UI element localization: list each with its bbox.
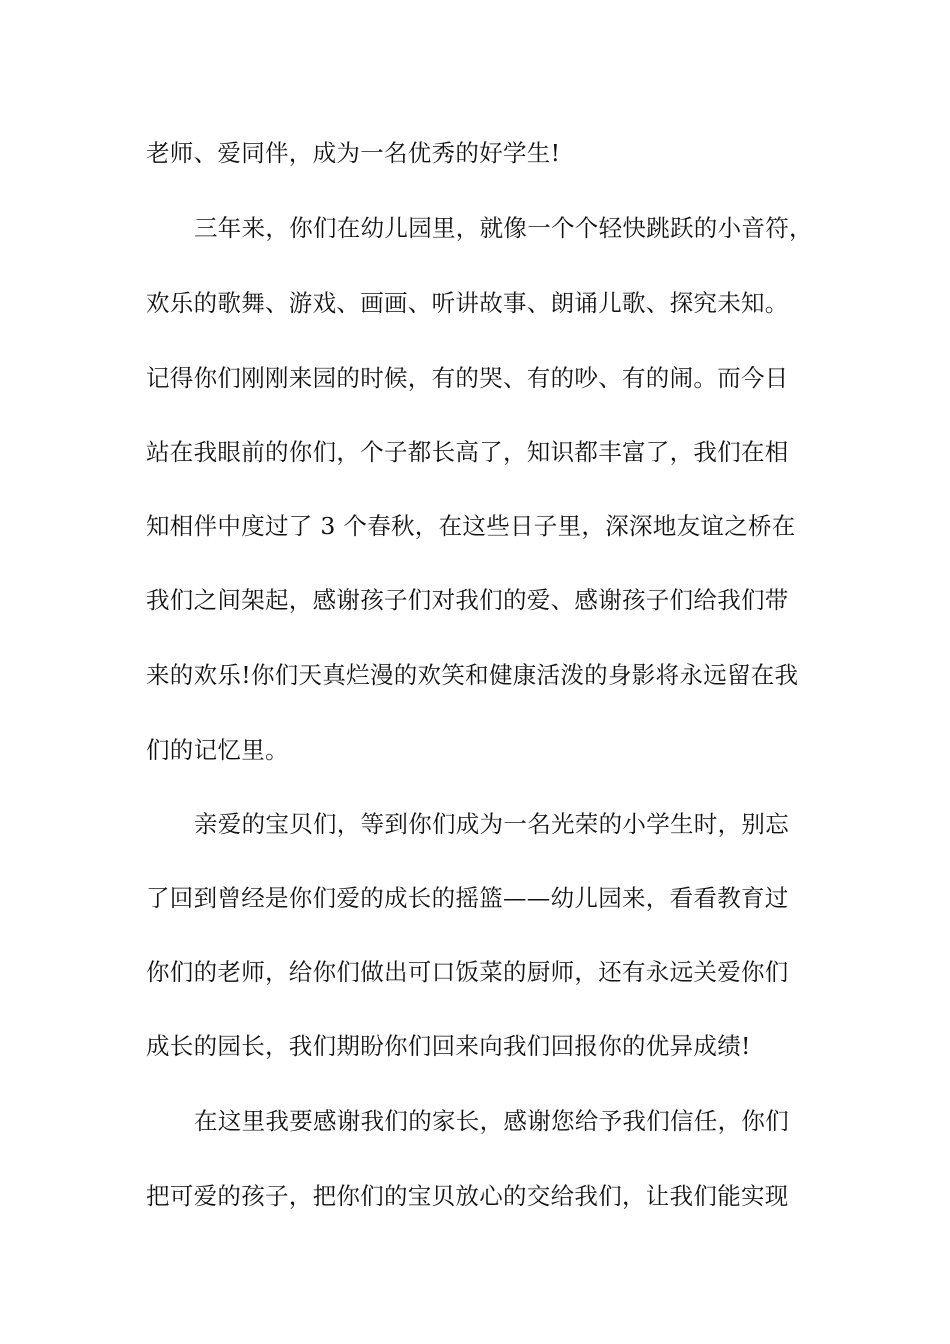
text-line: 记得你们刚刚来园的时候，有的哭、有的吵、有的闹。而今日 [146, 364, 789, 392]
text-line: 了回到曾经是你们爱的成长的摇篮——幼儿园来，看看教育过 [146, 884, 789, 912]
paragraph-start-line: 三年来，你们在幼儿园里，就像一个个轻快跳跃的小音符， [194, 214, 813, 242]
text-line: 站在我眼前的你们，个子都长高了，知识都丰富了，我们在相 [146, 438, 789, 466]
text-line: 知相伴中度过了 3 个春秋，在这些日子里，深深地友谊之桥在 [146, 512, 796, 540]
text-line: 你们的老师，给你们做出可口饭菜的厨师，还有永远关爱你们 [146, 958, 789, 986]
text-line: 欢乐的歌舞、游戏、画画、听讲故事、朗诵儿歌、探究未知。 [146, 289, 789, 317]
text-line: 成长的园长，我们期盼你们回来向我们回报你的优异成绩! [146, 1032, 751, 1060]
paragraph-start-line: 在这里我要感谢我们的家长，感谢您给予我们信任，你们 [194, 1107, 789, 1135]
text-line: 们的记忆里。 [146, 736, 289, 764]
text-line: 把可爱的孩子，把你们的宝贝放心的交给我们，让我们能实现 [146, 1182, 789, 1210]
text-line: 我们之间架起，感谢孩子们对我们的爱、感谢孩子们给我们带 [146, 586, 789, 614]
paragraph-start-line: 亲爱的宝贝们，等到你们成为一名光荣的小学生时，别忘 [194, 810, 789, 838]
text-line: 老师、爱同伴，成为一名优秀的好学生! [146, 139, 561, 167]
text-line: 来的欢乐!你们天真烂漫的欢笑和健康活泼的身影将永远留在我 [146, 661, 799, 689]
